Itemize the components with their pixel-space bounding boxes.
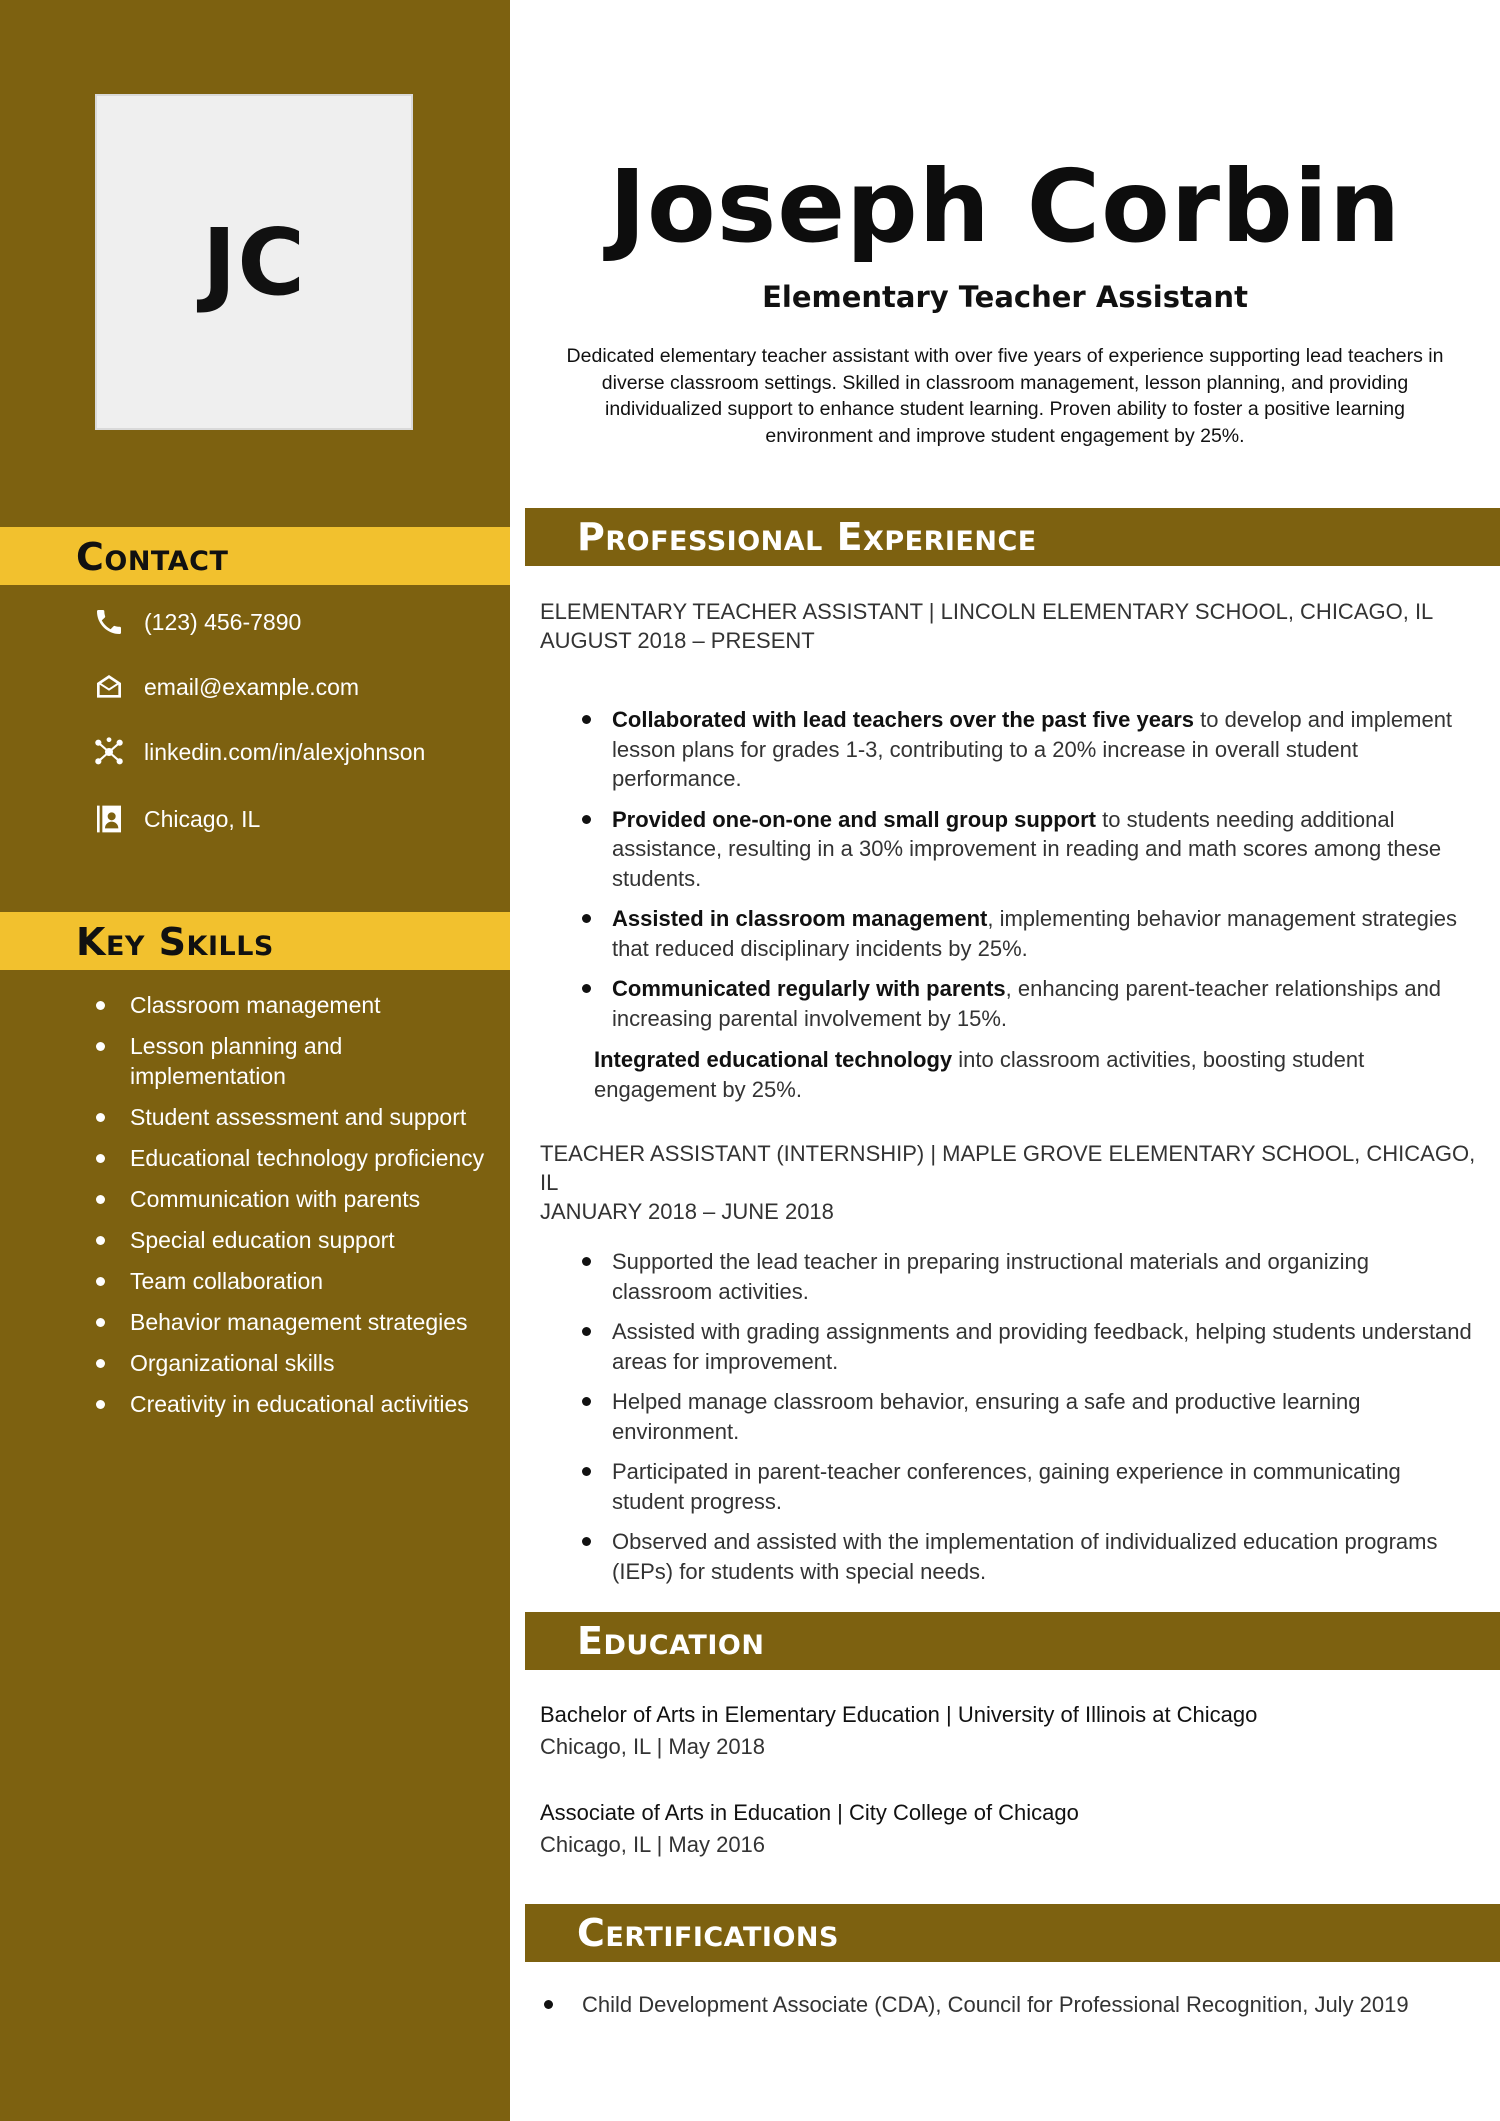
contact-linkedin[interactable] [92, 735, 425, 769]
envelope-icon [92, 670, 126, 704]
education-meta: Chicago, IL | May 2018 [540, 1734, 766, 1759]
job-extra-line [594, 1045, 1474, 1104]
bullet-item: Assisted with grading assignments and providing feedback, helping students understand areas for improvement. [582, 1317, 1472, 1376]
bullet-item [582, 705, 1472, 794]
education-meta: Chicago, IL | May 2016 [540, 1832, 766, 1857]
certifications-list [544, 1990, 1464, 2020]
bullet-text: to students needing additional assistance, resulting in a 30% improvement in reading and math scores among these students. [612, 806, 1442, 891]
job-title-line: TEACHER ASSISTANT (INTERNSHIP) | MAPLE GROVE ELEMENTARY SCHOOL, CHICAGO, IL [540, 1141, 1476, 1195]
bullet-bold: Communicated regularly with parents [612, 976, 1006, 1001]
job-title: Elementary Teacher Assistant [762, 280, 1248, 314]
contact-heading: Contact [76, 535, 229, 579]
last-name: Corbin [1026, 148, 1402, 265]
location-text: Chicago, IL [144, 805, 261, 832]
main-content [510, 0, 1500, 2121]
job-dates: JANUARY 2018 – JUNE 2018 [540, 1199, 834, 1224]
bullet-item: Participated in parent-teacher conferences, gaining experience in communicating student progress. [582, 1457, 1472, 1516]
extra-bold: Integrated educational technology [594, 1047, 953, 1072]
skills-list [96, 990, 496, 1430]
bullet-item: Helped manage classroom behavior, ensuring a safe and productive learning environment. [582, 1387, 1472, 1446]
education-degree: Associate of Arts in Education | City College of Chicago [540, 1800, 1079, 1825]
skill-item: Team collaboration [96, 1266, 496, 1296]
skill-item: Educational technology proficiency [96, 1143, 496, 1173]
bullet-item [582, 904, 1472, 963]
bullet-bold: Collaborated with lead teachers over the past five years [612, 707, 1194, 732]
bullet-item: Observed and assisted with the implementation of individualized education programs (IEPs) for students with special needs. [582, 1527, 1472, 1586]
bullet-text: to develop and implement lesson plans for grades 1-3, contributing to a 20% increase in overall student performance. [612, 707, 1453, 791]
skill-item: Student assessment and support [96, 1102, 496, 1132]
job-title-line: ELEMENTARY TEACHER ASSISTANT | LINCOLN ELEMENTARY SCHOOL, CHICAGO, IL [540, 599, 1434, 624]
skills-heading: Key Skills [76, 920, 274, 964]
contact-card-icon [92, 802, 126, 836]
contact-email[interactable] [92, 670, 359, 704]
education-heading: Education [577, 1619, 765, 1663]
job-bullets [582, 705, 1472, 1044]
skill-item: Organizational skills [96, 1348, 496, 1378]
initials-avatar [95, 94, 413, 430]
bullet-item: Supported the lead teacher in preparing instructional materials and organizing classroom activities. [582, 1247, 1472, 1306]
phone-text: (123) 456-7890 [144, 608, 302, 635]
skill-item: Special education support [96, 1225, 496, 1255]
bullet-text: , enhancing parent-teacher relationships and increasing parental involvement by 15%. [612, 976, 1442, 1031]
education-heading-band [525, 1612, 1500, 1670]
bullet-text: , implementing behavior management strategies that reduced disciplinary incidents by 25%. [612, 906, 1457, 961]
job-bullets [582, 1247, 1472, 1597]
education-degree: Bachelor of Arts in Elementary Education | University of Illinois at Chicago [540, 1702, 1258, 1727]
network-icon [92, 735, 126, 769]
skill-item: Communication with parents [96, 1184, 496, 1214]
certification-item: Child Development Associate (CDA), Council for Professional Recognition, July 2019 [544, 1990, 1464, 2020]
contact-heading-band [0, 527, 510, 585]
bullet-bold: Provided one-on-one and small group support [612, 806, 1097, 832]
certifications-heading-band [525, 1904, 1500, 1962]
bullet-bold: Assisted in classroom management [612, 906, 988, 931]
contact-phone[interactable] [92, 605, 301, 639]
bullet-item [582, 974, 1472, 1033]
skill-item: Lesson planning and implementation [96, 1031, 496, 1091]
full-name [510, 148, 1500, 265]
phone-icon [92, 605, 126, 639]
job-header [540, 597, 1485, 655]
linkedin-text: linkedin.com/in/alexjohnson [144, 738, 426, 765]
certifications-heading: Certifications [577, 1911, 839, 1955]
skills-heading-band [0, 912, 510, 970]
skill-item: Classroom management [96, 990, 496, 1020]
skill-item: Creativity in educational activities [96, 1389, 496, 1419]
job-header [540, 1139, 1485, 1226]
initials-text: JC [202, 208, 306, 316]
email-text: email@example.com [144, 673, 360, 700]
sidebar [0, 0, 510, 2121]
contact-location [92, 802, 260, 836]
job-dates: AUGUST 2018 – PRESENT [540, 628, 815, 653]
experience-heading-band [525, 508, 1500, 566]
experience-heading: Professional Experience [577, 515, 1037, 559]
summary: Dedicated elementary teacher assistant with over five years of experience supporting lead teachers in diverse classroom settings. Skilled in classroom management, lesson planning, and providing individualized support to enhance student learning. Proven ability to foster a positive learning environment and improve student engagement by 25%. [566, 345, 1444, 447]
skill-item: Behavior management strategies [96, 1307, 496, 1337]
bullet-item [582, 805, 1472, 894]
first-name: Joseph [608, 148, 991, 265]
extra-text: into classroom activities, boosting student engagement by 25%. [594, 1047, 1365, 1102]
